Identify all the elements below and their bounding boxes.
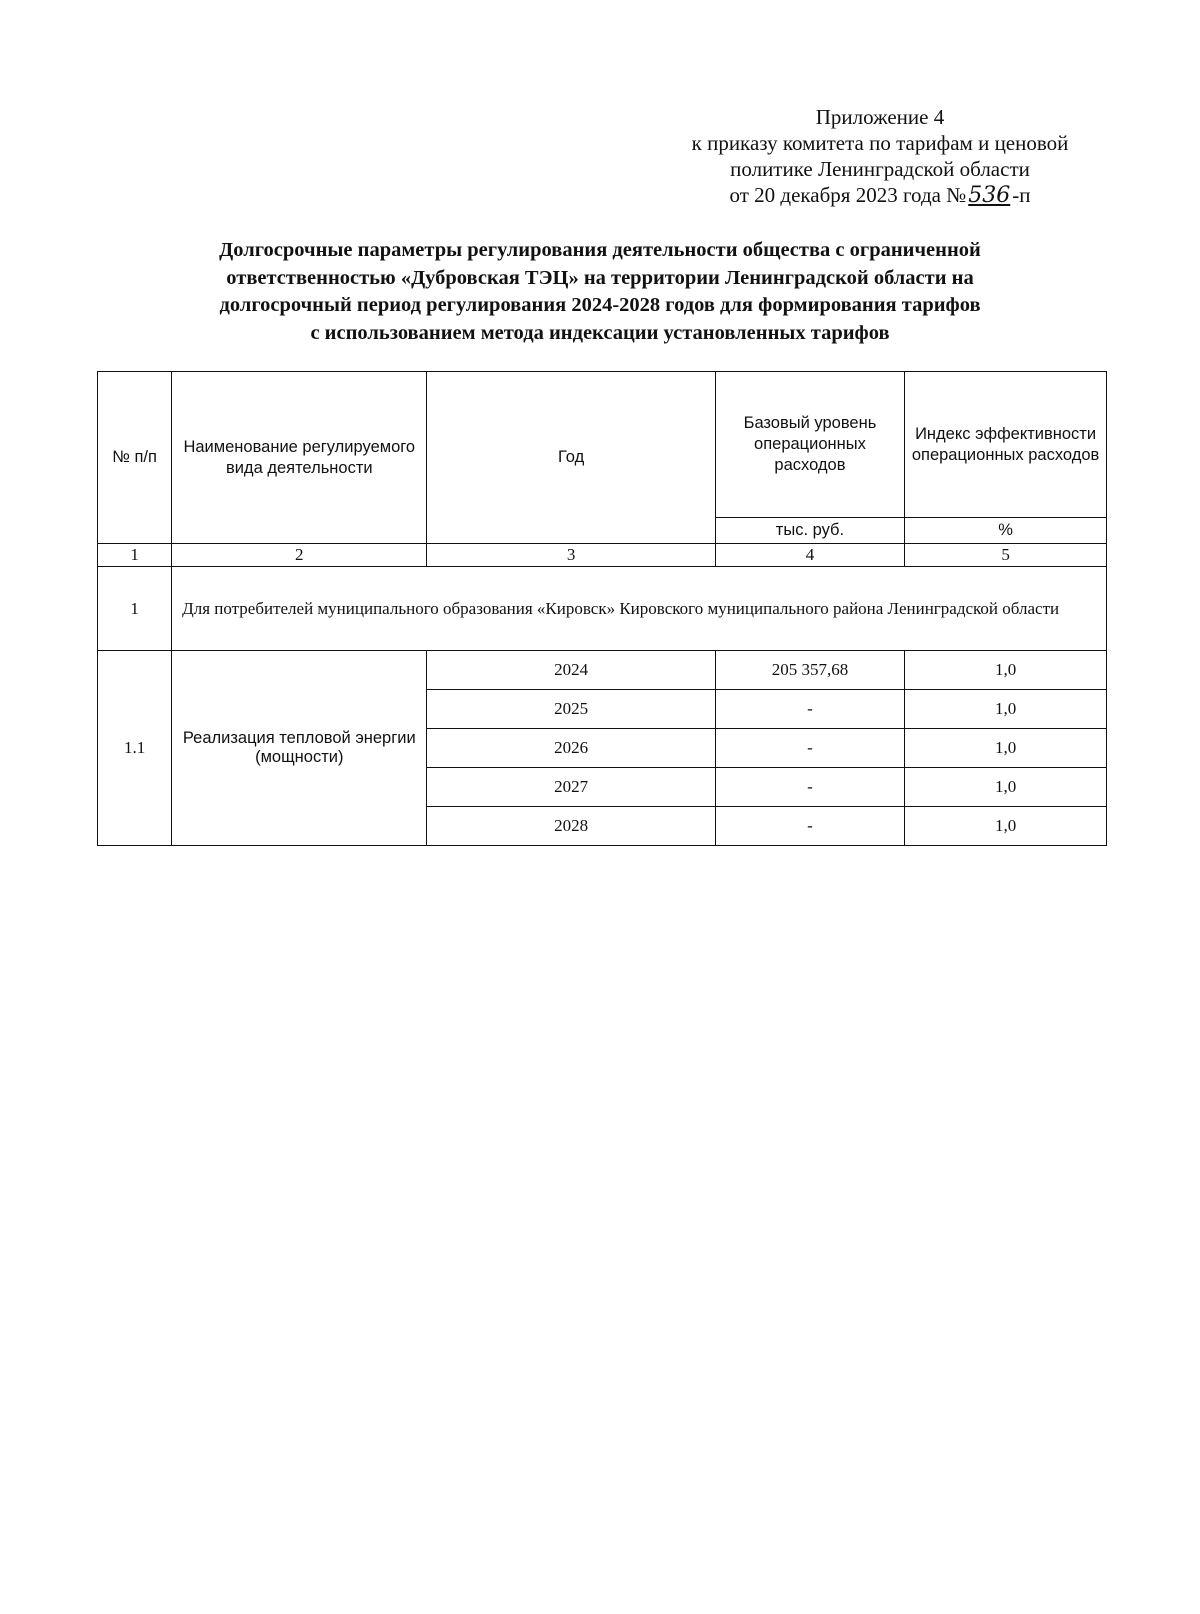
row-efficiency-index: 1,0 xyxy=(905,651,1107,690)
row-efficiency-index: 1,0 xyxy=(905,807,1107,846)
order-number: 536 xyxy=(968,183,1011,208)
column-number: 3 xyxy=(427,544,715,567)
column-number: 1 xyxy=(98,544,172,567)
header-base-level: Базовый уровень операционных расходов xyxy=(715,372,904,518)
row-year: 2024 xyxy=(427,651,715,690)
row-efficiency-index: 1,0 xyxy=(905,690,1107,729)
header-activity: Наименование регулируемого вида деятельности xyxy=(172,372,427,544)
table-header-row xyxy=(98,372,1107,518)
item-num: 1.1 xyxy=(98,651,172,846)
column-number: 2 xyxy=(172,544,427,567)
header-year: Год xyxy=(427,372,715,544)
column-numbers-row xyxy=(98,544,1107,567)
row-base-level: - xyxy=(715,807,904,846)
appendix-authority: политике Ленинградской области xyxy=(730,157,1030,181)
row-base-level: 205 357,68 xyxy=(715,651,904,690)
unit-efficiency-index: % xyxy=(905,518,1107,544)
row-year: 2026 xyxy=(427,729,715,768)
row-base-level: - xyxy=(715,690,904,729)
column-number: 5 xyxy=(905,544,1107,567)
row-year: 2025 xyxy=(427,690,715,729)
table-row xyxy=(98,651,1107,690)
group-row xyxy=(98,567,1107,651)
appendix-order-ref: к приказу комитета по тарифам и ценовой xyxy=(691,131,1069,155)
group-description: Для потребителей муниципального образования «Кировск» Кировского муниципального района Ленинградской области xyxy=(172,567,1107,651)
row-base-level: - xyxy=(715,729,904,768)
parameters-table xyxy=(97,371,1107,846)
column-number: 4 xyxy=(715,544,904,567)
appendix-number: Приложение 4 xyxy=(815,105,945,129)
appendix-header xyxy=(640,104,1120,209)
row-base-level: - xyxy=(715,768,904,807)
item-activity: Реализация тепловой энергии (мощности) xyxy=(172,651,427,846)
header-num: № п/п xyxy=(98,372,172,544)
appendix-date: от 20 декабря 2023 года № xyxy=(729,183,967,207)
order-suffix: -п xyxy=(1012,183,1031,207)
row-efficiency-index: 1,0 xyxy=(905,729,1107,768)
row-efficiency-index: 1,0 xyxy=(905,768,1107,807)
title-line: Долгосрочные параметры регулирования деятельности общества с ограниченной xyxy=(219,239,981,261)
header-efficiency-index: Индекс эффективности операционных расходов xyxy=(905,372,1107,518)
title-line: с использованием метода индексации установленных тарифов xyxy=(310,321,890,344)
appendix-date-line xyxy=(640,182,1120,209)
row-year: 2027 xyxy=(427,768,715,807)
row-year: 2028 xyxy=(427,807,715,846)
title-line: долгосрочный период регулирования 2024-2028 годов для формирования тарифов xyxy=(219,294,981,316)
title-line: ответственностью «Дубровская ТЭЦ» на территории Ленинградской области на xyxy=(226,266,974,289)
unit-base-level: тыс. руб. xyxy=(715,518,904,544)
document-title xyxy=(100,237,1100,347)
group-num: 1 xyxy=(98,567,172,651)
